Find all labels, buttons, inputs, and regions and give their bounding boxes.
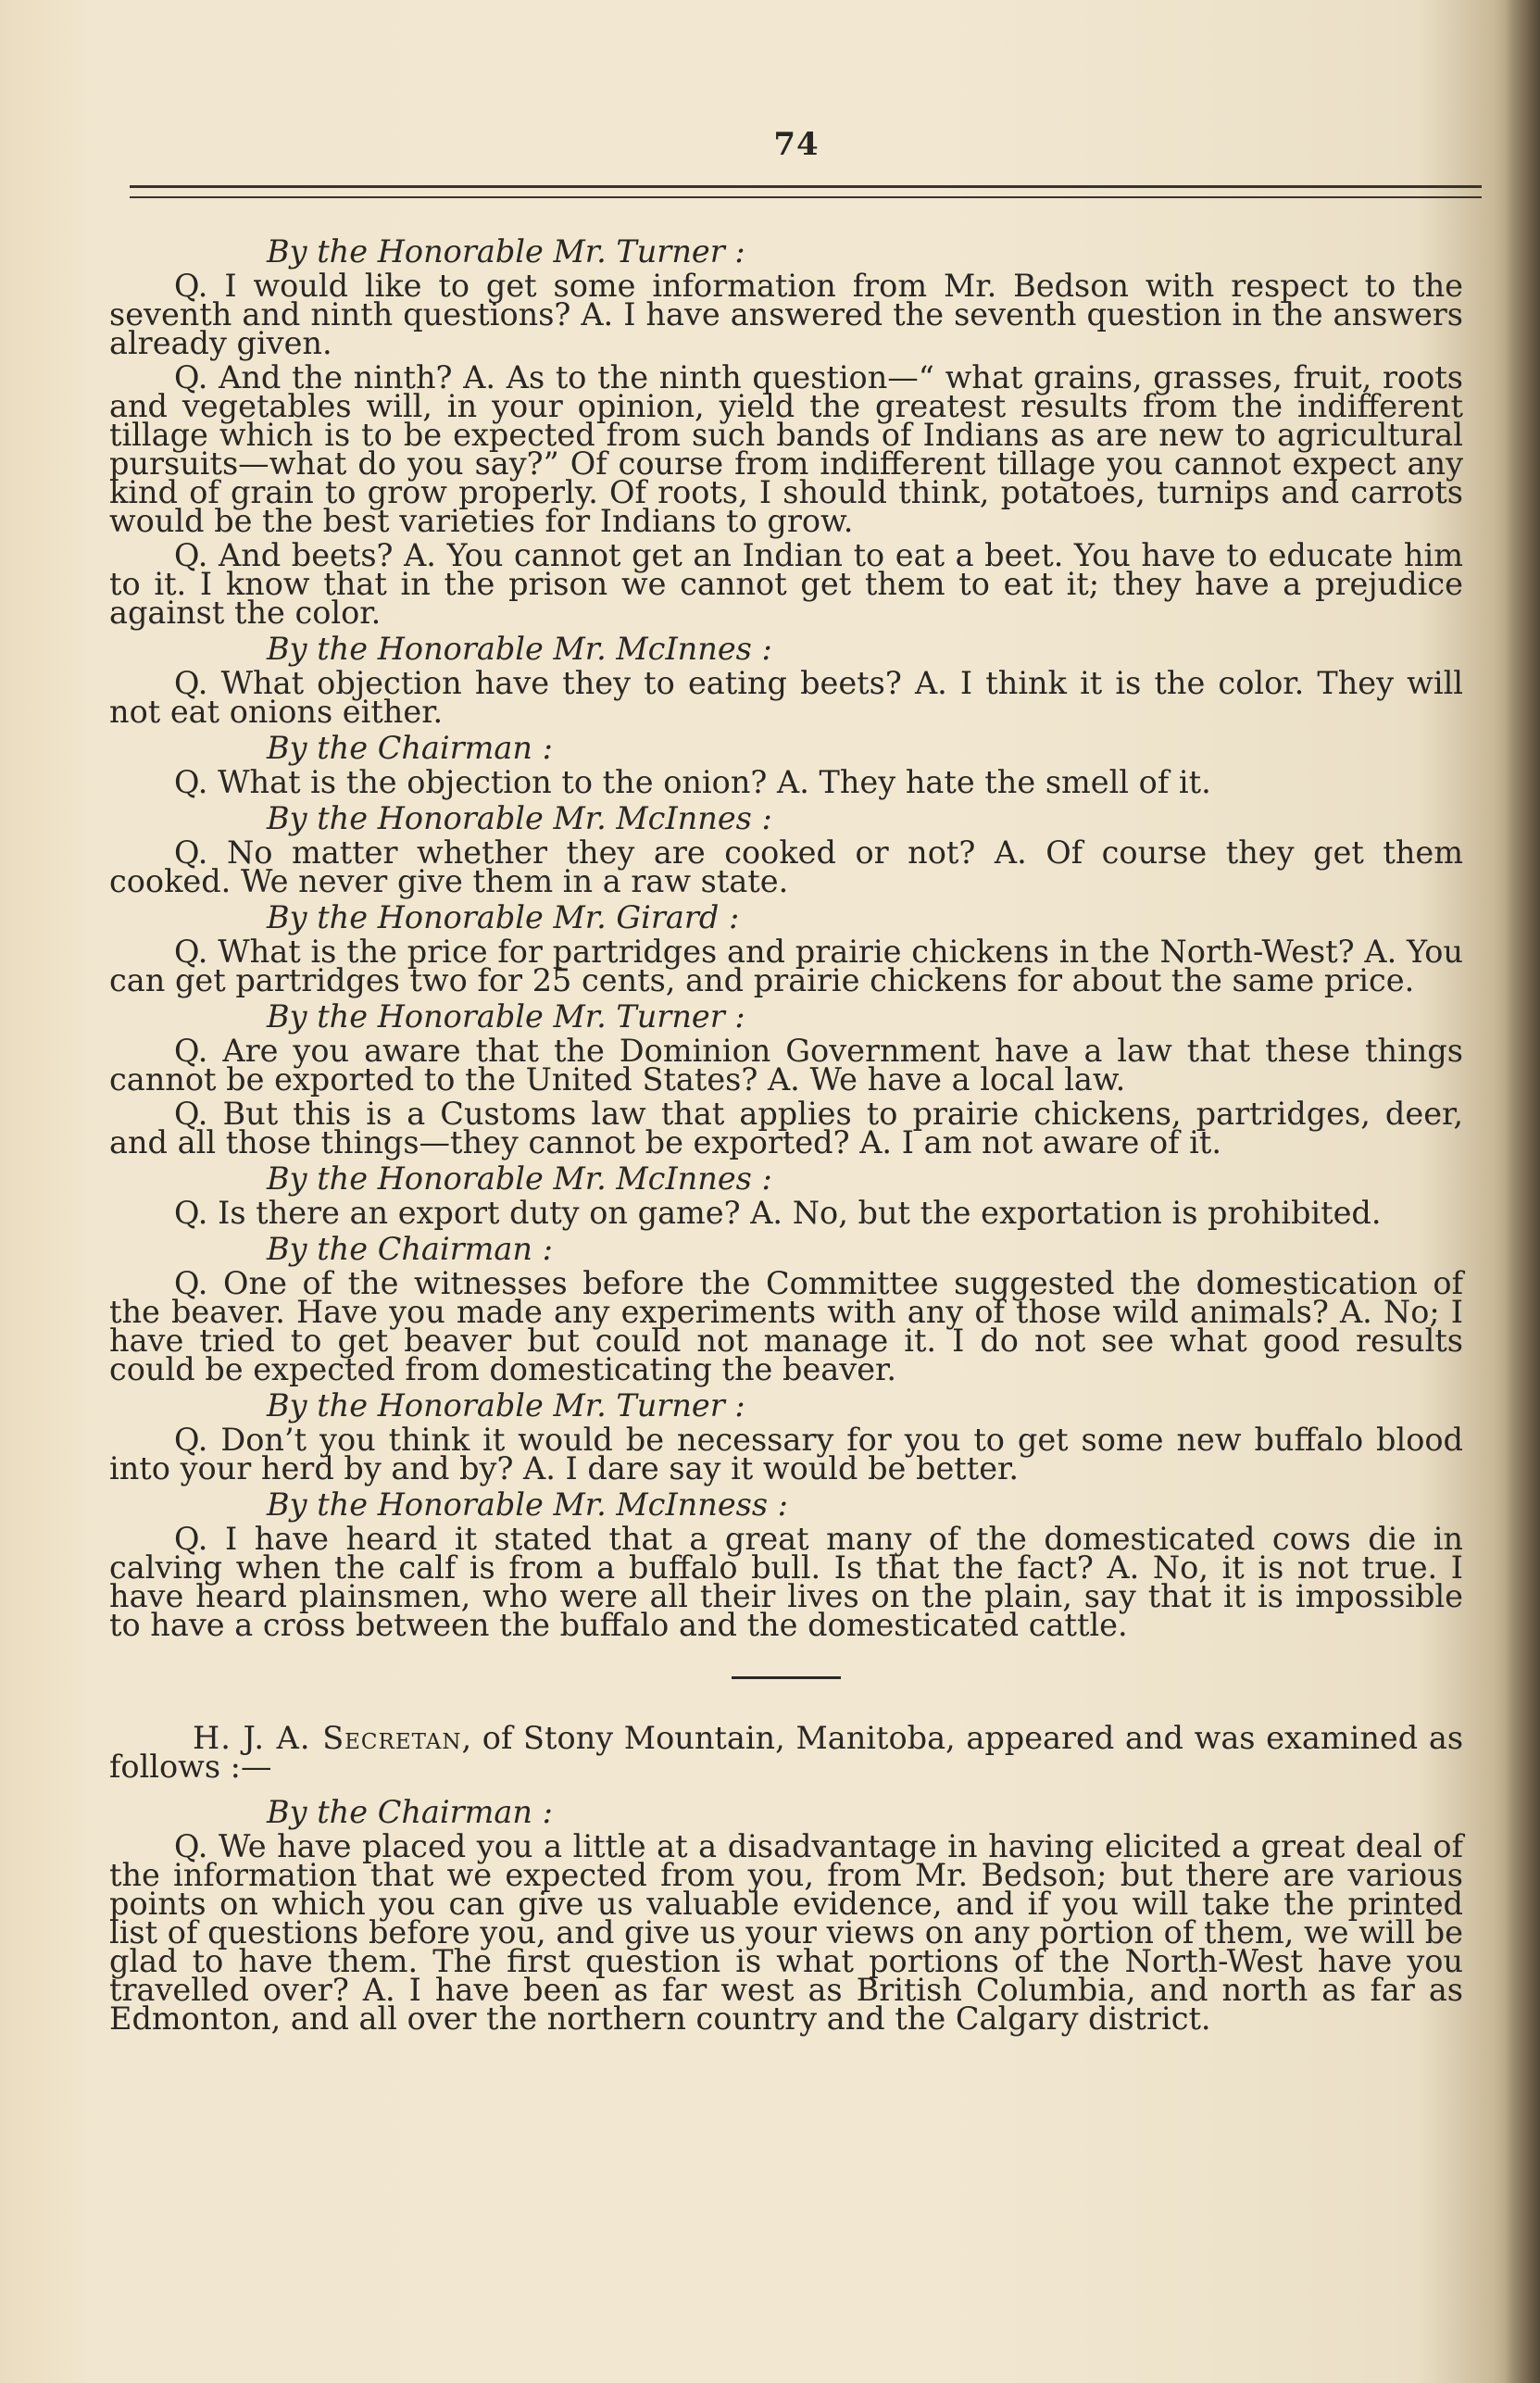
qa-paragraph: Q. We have placed you a little at a disadvantage in having elicited a great deal of the information that we expected from you, from Mr. Bedson; but there are various points on which you can give us valuable evidence, and if you will take the printed list of questions before you, and give us your views on any portion of them, we will be glad to have them. The first question is what portions of the North-West have you travelled over? A. I have been as far west as British Columbia, and north as far as Edmonton, and all over the northern country and the Calgary district.: [109, 1828, 1463, 2037]
page-number: 74: [773, 126, 820, 163]
page-edge-shadow: [1505, 0, 1540, 2383]
speaker-heading: By the Honorable Mr. McInnes :: [267, 800, 772, 836]
speaker-heading: By the Chairman :: [267, 730, 553, 766]
qa-paragraph: Q. What objection have they to eating beets? A. I think it is the color. They will not eat onions either.: [109, 665, 1463, 730]
qa-paragraph: Q. No matter whether they are cooked or not? A. Of course they get them cooked. We never give them in a raw state.: [109, 834, 1463, 899]
qa-paragraph: Q. What is the objection to the onion? A. They hate the smell of it.: [174, 764, 1211, 800]
qa-paragraph: Q. And beets? A. You cannot get an Indian to eat a beet. You have to educate him to it. I know that in the prison we cannot get them to eat it; they have a prejudice against the color.: [109, 537, 1463, 631]
speaker-heading: By the Honorable Mr. Girard :: [267, 899, 740, 935]
qa-paragraph: Q. I would like to get some information from Mr. Bedson with respect to the seventh and ninth questions? A. I have answered the seventh question in the answers already given.: [109, 268, 1463, 361]
header-rule-thin: [130, 196, 1482, 198]
qa-paragraph: Q. Don’t you think it would be necessary for you to get some new buffalo blood into your herd by and by? A. I dare say it would be better.: [109, 1422, 1463, 1486]
qa-paragraph: Q. And the ninth? A. As to the ninth question—“ what grains, grasses, fruit, roots and vegetables will, in your opinion, yield the greatest results from the indifferent tillage which is to be expected from such bands of Indians as are new to agricultural pursuits—what do you say?” Of course from indifferent tillage you cannot expect any kind of grain to grow properly. Of roots, I should think, potatoes, turnips and carrots would be the best varieties for Indians to grow.: [109, 359, 1463, 539]
speaker-heading: By the Honorable Mr. Turner :: [267, 233, 745, 270]
testimony-section: [109, 631, 1463, 730]
testimony-section: [109, 233, 1463, 631]
speaker-heading: By the Chairman :: [267, 1794, 553, 1830]
witness-intro-text: , of Stony Mountain, Manitoba, appeared and was examined as follows :—: [109, 1720, 1464, 1785]
testimony-section: [109, 730, 1463, 800]
testimony-section: [109, 1160, 1463, 1231]
testimony-section: [109, 1794, 1463, 2037]
speaker-heading: By the Honorable Mr. McInnes :: [267, 1160, 772, 1197]
testimony-section: [109, 800, 1463, 899]
qa-paragraph: Q. What is the price for partridges and prairie chickens in the North-West? A. You can get partridges two for 25 cents, and prairie chickens for about the same price.: [109, 934, 1463, 998]
speaker-heading: By the Chairman :: [267, 1231, 553, 1267]
qa-paragraph: Q. Are you aware that the Dominion Government have a law that these things cannot be exported to the United States? A. We have a local law.: [109, 1033, 1463, 1097]
section-separator: [732, 1676, 841, 1679]
qa-paragraph: Q. I have heard it stated that a great many of the domesticated cows die in calving when the calf is from a buffalo bull. Is that the fact? A. No, it is not true. I have heard plainsmen, who were all their lives on the plain, say that it is impossible to have a cross between the buffalo and the domesticated cattle.: [109, 1521, 1463, 1643]
qa-paragraph: Q. But this is a Customs law that applies to prairie chickens, partridges, deer, and all those things—they cannot be exported? A. I am not aware of it.: [109, 1096, 1463, 1160]
testimony-section: [109, 1387, 1463, 1486]
qa-paragraph: Q. One of the witnesses before the Committee suggested the domestication of the beaver. Have you made any experiments with any of those wild animals? A. No; I have tried to get beaver but could not manage it. I do not see what good results could be expected from domesticating the beaver.: [109, 1265, 1463, 1387]
qa-paragraph: Q. Is there an export duty on game? A. No, but the exportation is prohibited.: [174, 1195, 1382, 1231]
header-rule: [130, 185, 1482, 188]
testimony-section: [109, 998, 1463, 1160]
speaker-heading: By the Honorable Mr. Turner :: [267, 1387, 745, 1424]
testimony-section: [109, 1231, 1463, 1387]
witness-name: H. J. A. Secretan: [193, 1720, 462, 1756]
speaker-heading: By the Honorable Mr. Turner :: [267, 998, 745, 1035]
speaker-heading: By the Honorable Mr. McInness :: [267, 1486, 788, 1523]
testimony-section: [109, 899, 1463, 998]
witness-intro: [109, 1720, 1464, 1785]
speaker-heading: By the Honorable Mr. McInnes :: [267, 631, 772, 667]
page-body: [109, 230, 1463, 2038]
testimony-section: [109, 1486, 1463, 1643]
